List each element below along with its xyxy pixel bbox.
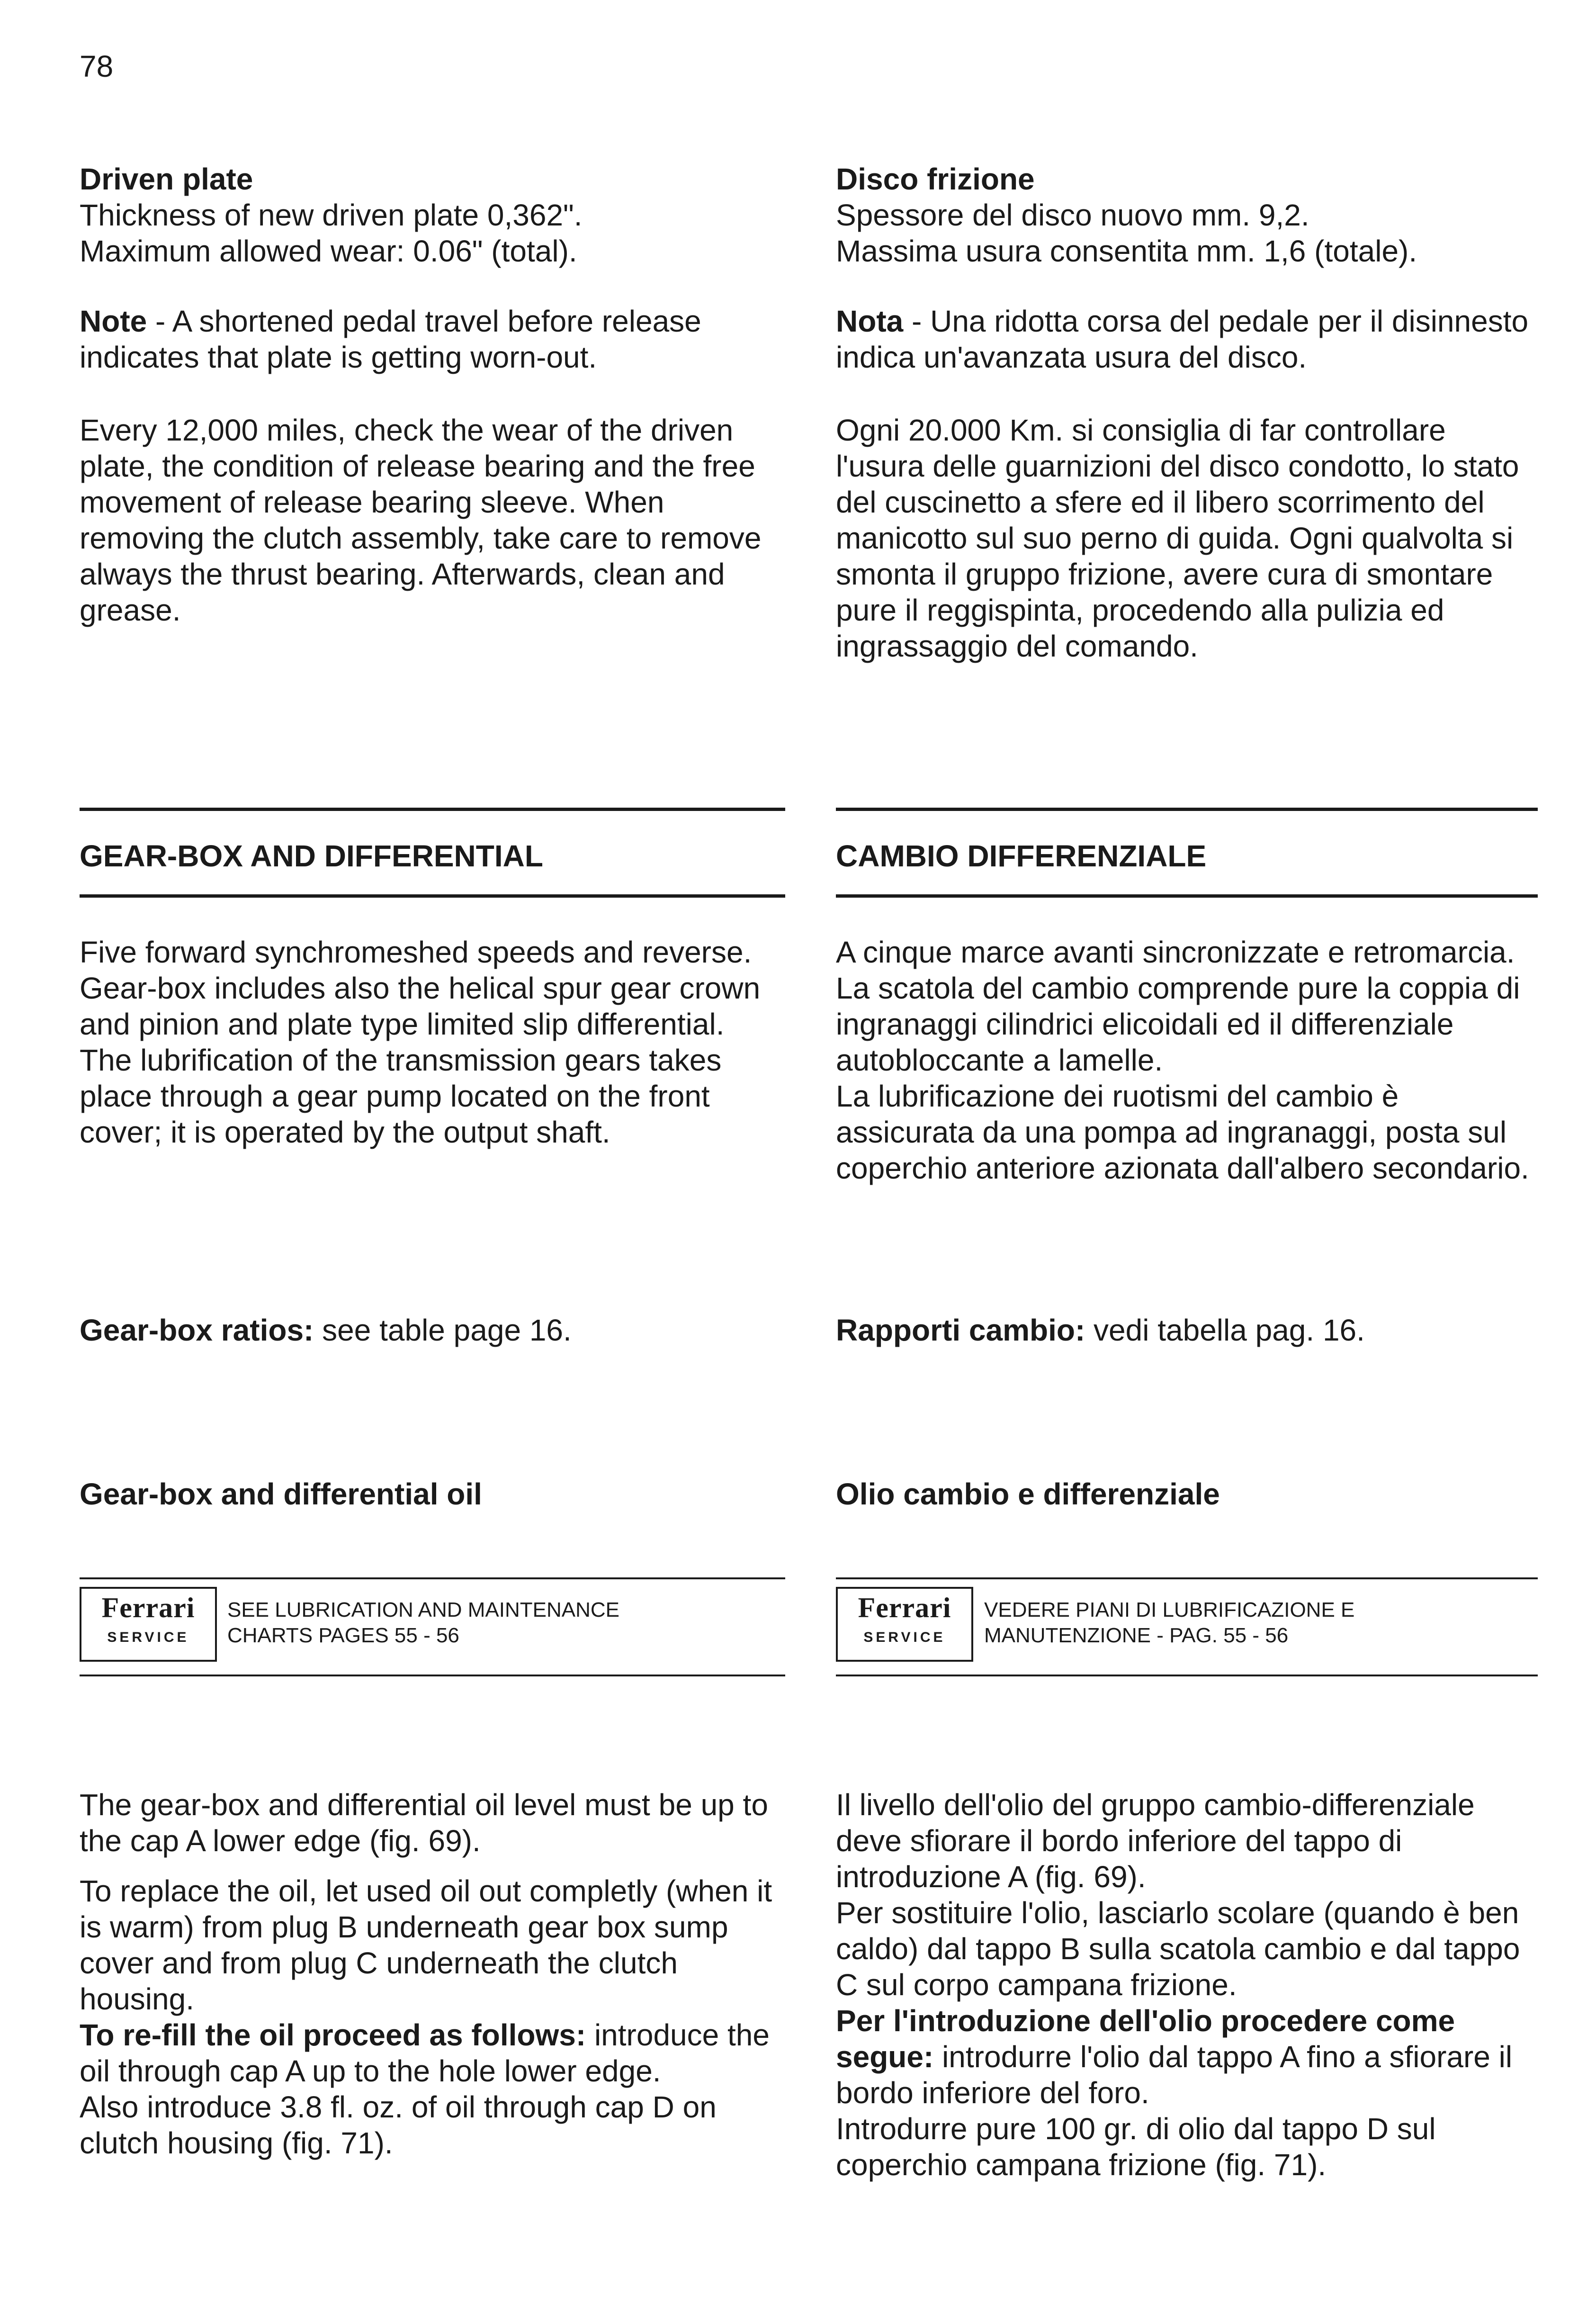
gearbox-para-speeds: Five forward synchromeshed speeds and reverse. <box>80 935 752 969</box>
note-text: - A shortened pedal travel before release indicates that plate is getting worn-out. <box>80 304 701 374</box>
oil-title-en: Gear-box and differential oil <box>80 1477 482 1511</box>
driven-plate-title: Disco frizione <box>836 162 1035 196</box>
ferrari-wordmark: Ferrari <box>101 1592 195 1623</box>
section-bottom-rule-it <box>836 894 1538 898</box>
oil-replace-text: Per sostituire l'olio, lasciarlo scolare (quando è ben caldo) dal tappo B sulla scatola cambio e dal tappo C sul corpo campana frizione. <box>836 1896 1520 2002</box>
service-label: SERVICE <box>863 1630 946 1645</box>
oil-replace-text: To replace the oil, let used oil out completly (when it is warm) from plug B underneath gear box sump cover and from plug C underneath the clutch housing. <box>80 1874 772 2016</box>
ratios-text: see table page 16. <box>314 1313 572 1347</box>
service-note-line1: SEE LUBRICATION AND MAINTENANCE <box>227 1598 619 1621</box>
note-label: Nota <box>836 304 904 338</box>
page-number: 78 <box>80 49 114 83</box>
maintenance-text: Ogni 20.000 Km. si consiglia di far controllare l'usura delle guarnizioni del disco condotto, lo stato del cuscinetto a sfere ed il libero scorrimento del manicotto sul suo perno di guida. Ogni qualvolta si smonta il gruppo frizione, avere cura di smontare pure il reggispinta, procedendo alla pulizia ed ingrassaggio del comando. <box>836 413 1519 663</box>
gearbox-para-lubrication: La lubrificazione dei ruotismi del cambio è assicurata da una pompa ad ingranaggi, posta sul coperchio anteriore azionata dall'albero secondario. <box>836 1079 1529 1185</box>
maintenance-text: Every 12,000 miles, check the wear of the driven plate, the condition of release bearing and the free movement of release bearing sleeve. When removing the clutch assembly, take care to remove always the thrust bearing. Afterwards, clean and grease. <box>80 413 762 627</box>
section-title-en: GEAR-BOX AND DIFFERENTIAL <box>80 839 543 873</box>
oil-level-text: Il livello dell'olio del gruppo cambio-differenziale deve sfiorare il bordo inferiore del tappo di introduzione A (fig. 69). <box>836 1788 1475 1894</box>
ratios-text: vedi tabella pag. 16. <box>1085 1313 1365 1347</box>
driven-plate-it <box>836 161 1537 269</box>
service-label: SERVICE <box>107 1630 189 1645</box>
gearbox-para-crown: La scatola del cambio comprende pure la coppia di ingranaggi cilindrici elicoidali ed il differenziale autobloccante a lamelle. <box>836 971 1520 1077</box>
driven-plate-wear: Massima usura consentita mm. 1,6 (totale). <box>836 234 1417 268</box>
ratios-it <box>836 1312 1537 1348</box>
driven-plate-title: Driven plate <box>80 162 253 196</box>
driven-plate-thickness: Spessore del disco nuovo mm. 9,2. <box>836 198 1309 232</box>
ferrari-service-logo-it <box>836 1587 973 1662</box>
oil-title-it: Olio cambio e differenziale <box>836 1477 1220 1511</box>
ratios-label: Rapporti cambio: <box>836 1313 1085 1347</box>
note-text: - Una ridotta corsa del pedale per il disinnesto indica un'avanzata usura del disco. <box>836 304 1529 374</box>
oil-also-text: Also introduce 3.8 fl. oz. of oil through cap D on clutch housing (fig. 71). <box>80 2090 717 2160</box>
gearbox-para-crown: Gear-box includes also the helical spur gear crown and pinion and plate type limited slip differential. <box>80 971 761 1041</box>
driven-plate-thickness: Thickness of new driven plate 0,362". <box>80 198 583 232</box>
ferrari-service-logo-en <box>80 1587 217 1662</box>
section-title-it: CAMBIO DIFFERENZIALE <box>836 839 1207 873</box>
gearbox-description-en <box>80 934 785 1150</box>
driven-plate-en <box>80 161 785 269</box>
service-note-it <box>984 1597 1536 1648</box>
oil-procedure-en <box>80 1787 785 2161</box>
gearbox-para-lubrication: The lubrification of the transmission gears takes place through a gear pump located on the front cover; it is operated by the output shaft. <box>80 1043 722 1149</box>
service-note-line1: VEDERE PIANI DI LUBRIFICAZIONE E <box>984 1598 1355 1621</box>
refill-text: introdurre l'olio dal tappo A fino a sfiorare il bordo inferiore del foro. <box>836 2040 1513 2110</box>
refill-label: Per l'introduzione dell'olio procedere come segue: <box>836 2004 1455 2074</box>
gearbox-para-speeds: A cinque marce avanti sincronizzate e retromarcia. <box>836 935 1515 969</box>
section-top-rule-it <box>836 808 1538 811</box>
service-bottom-rule-en <box>80 1675 785 1676</box>
refill-label: To re-fill the oil proceed as follows: <box>80 2018 586 2052</box>
service-bottom-rule-it <box>836 1675 1538 1676</box>
section-top-rule-en <box>80 808 785 811</box>
gearbox-description-it <box>836 934 1537 1186</box>
service-note-line2: CHARTS PAGES 55 - 56 <box>227 1624 459 1647</box>
note-label: Note <box>80 304 147 338</box>
refill-text: introduce the oil through cap A up to the hole lower edge. <box>80 2018 770 2088</box>
oil-procedure-it <box>836 1787 1537 2183</box>
oil-also-text: Introdurre pure 100 gr. di olio dal tappo D sul coperchio campana frizione (fig. 71). <box>836 2112 1436 2182</box>
service-top-rule-en <box>80 1577 785 1579</box>
ferrari-wordmark: Ferrari <box>858 1592 951 1623</box>
service-top-rule-it <box>836 1577 1538 1579</box>
section-bottom-rule-en <box>80 894 785 898</box>
note-it <box>836 303 1537 375</box>
service-note-line2: MANUTENZIONE - PAG. 55 - 56 <box>984 1624 1289 1647</box>
driven-plate-wear: Maximum allowed wear: 0.06" (total). <box>80 234 577 268</box>
note-en <box>80 303 785 375</box>
oil-level-text: The gear-box and differential oil level must be up to the cap A lower edge (fig. 69). <box>80 1788 768 1858</box>
ratios-label: Gear-box ratios: <box>80 1313 314 1347</box>
maintenance-en <box>80 412 785 628</box>
maintenance-it <box>836 412 1537 664</box>
service-note-en <box>227 1597 781 1648</box>
ratios-en <box>80 1312 785 1348</box>
